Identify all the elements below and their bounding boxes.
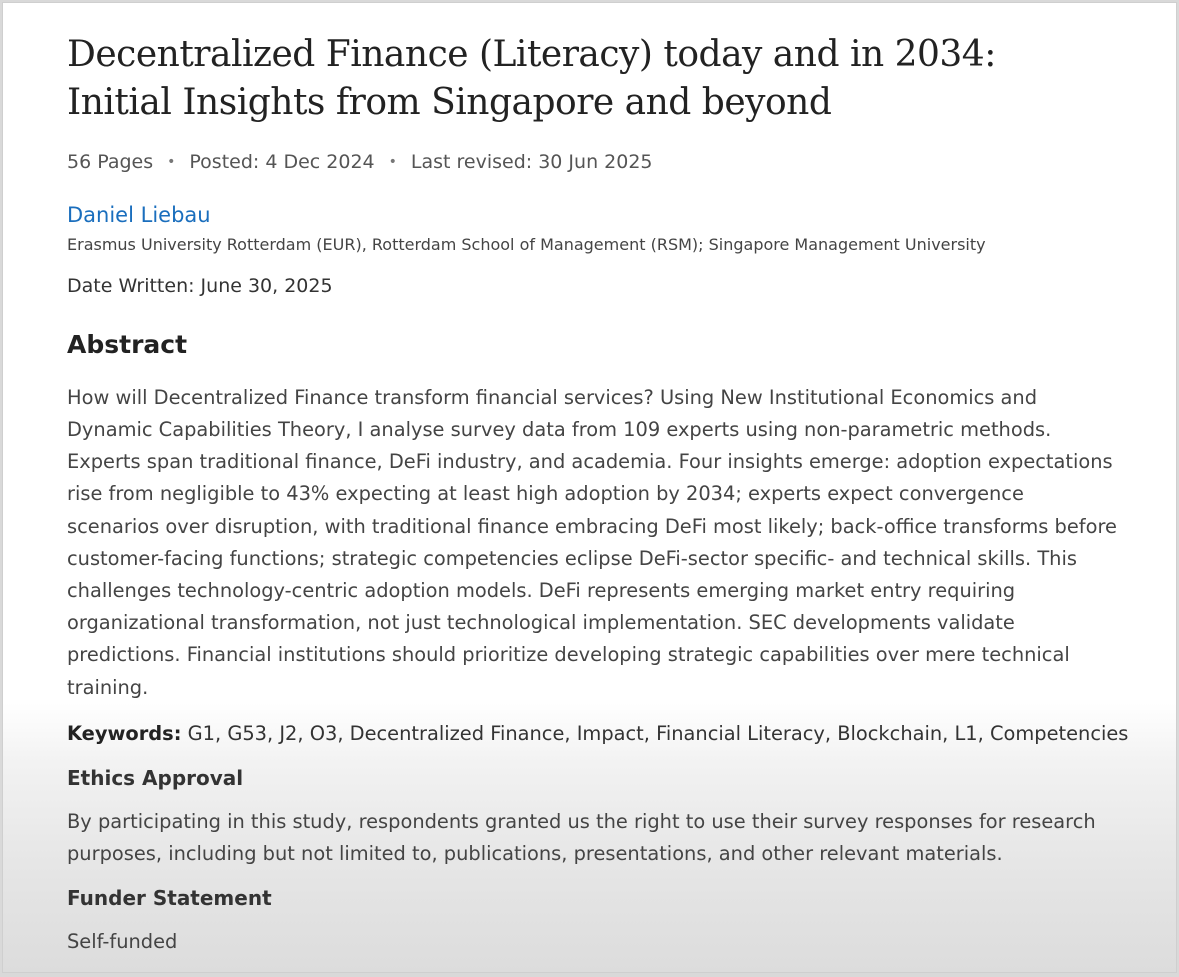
- paper-title-line-2: Initial Insights from Singapore and beyond: [67, 82, 832, 123]
- author-link[interactable]: Daniel Liebau: [67, 203, 211, 227]
- meta-separator: •: [167, 154, 176, 170]
- meta-separator: •: [388, 154, 397, 170]
- abstract-heading: Abstract: [67, 330, 188, 359]
- ethics-heading: Ethics Approval: [67, 765, 244, 790]
- keywords-text: G1, G53, J2, O3, Decentralized Finance, Impact, Financial Literacy, Blockchain, L1, Competencies: [187, 721, 1129, 745]
- ethics-text: By participating in this study, respondents granted us the right to use their survey responses for research purposes, including but not limited to, publications, presentations, and other relevant materials.: [67, 809, 1096, 865]
- date-written: Date Written: June 30, 2025: [67, 275, 333, 297]
- abstract-text: How will Decentralized Finance transform financial services? Using New Institutional Economics and Dynamic Capabilities Theory, I analyse survey data from 109 experts using non-parametric methods. Experts span traditional finance, DeFi industry, and academia. Four insights emerge: adoption expectations rise from negligible to 43% expecting at least high adoption by 2034; experts expect convergence scenarios over disruption, with traditional finance embracing DeFi most likely; back-office transforms before customer-facing functions; strategic competencies eclipse DeFi-sector specific- and technical skills. This challenges technology-centric adoption models. DeFi represents emerging market entry requiring organizational transformation, not just technological implementation. SEC developments validate predictions. Financial institutions should prioritize developing strategic capabilities over mere technical training.: [67, 385, 1117, 699]
- funder-text: Self-funded: [67, 930, 178, 954]
- paper-meta: [67, 149, 1157, 175]
- paper-title-line-1: Decentralized Finance (Literacy) today and in 2034:: [67, 34, 996, 75]
- paper-page: [2, 2, 1177, 973]
- funder-heading: Funder Statement: [67, 886, 272, 911]
- author-affiliation: Erasmus University Rotterdam (EUR), Rotterdam School of Management (RSM); Singapore Management University: [67, 235, 986, 254]
- keywords-label: Keywords:: [67, 721, 182, 745]
- paper-title: [67, 31, 1157, 127]
- paper-content: [67, 31, 1157, 958]
- revised-date: Last revised: 30 Jun 2025: [410, 151, 653, 173]
- page-count: 56 Pages: [67, 151, 154, 173]
- posted-date: Posted: 4 Dec 2024: [189, 151, 375, 173]
- keywords: [67, 718, 1157, 750]
